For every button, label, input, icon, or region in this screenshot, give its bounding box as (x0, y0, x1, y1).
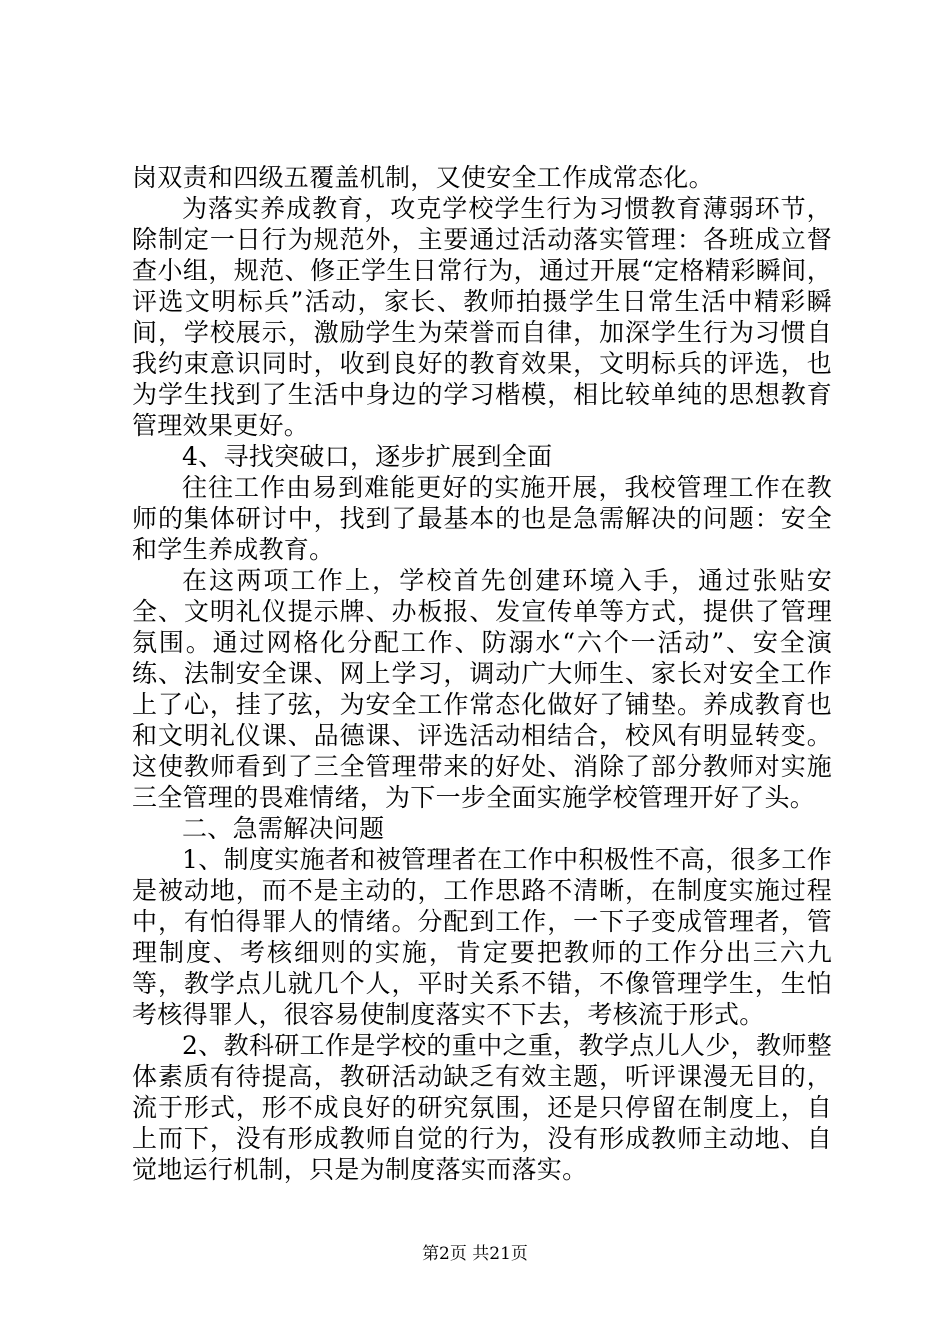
paragraph-problem-1: 1、制度实施者和被管理者在工作中积极性不高，很多工作是被动地，而不是主动的，工作思路不清晰，在制度实施过程中，有怕得罪人的情绪。分配到工作，一下子变成管理者，管理制度、考核细则的实施，肯定要把教师的工作分出三六九等，教学点儿就几个人，平时关系不错，不像管理学生，生怕考核得罪人，很容易使制度落实不下去，考核流于形式。 (132, 845, 832, 1029)
paragraph-problem-2: 2、教科研工作是学校的重中之重，教学点儿人少，教师整体素质有待提高，教研活动缺乏有效主题，听评课漫无目的，流于形式，形不成良好的研究氛围，还是只停留在制度上，自上而下，没有形成教师自觉的行为，没有形成教师主动地、自觉地运行机制，只是为制度落实而落实。 (132, 1031, 832, 1184)
page-number-footer: 第2页 共21页 (422, 1244, 528, 1264)
paragraph-habit-education: 为落实养成教育，攻克学校学生行为习惯教育薄弱环节，除制定一日行为规范外，主要通过活动落实管理：各班成立督查小组，规范、修正学生日常行为，通过开展“定格精彩瞬间，评选文明标兵”活动，家长、教师拍摄学生日常生活中精彩瞬间，学校展示，激励学生为荣誉而自律，加深学生行为习惯自我约束意识同时，收到良好的教育效果，文明标兵的评选，也为学生找到了生活中身边的学习楷模，相比较单纯的思想教育管理效果更好。 (132, 194, 832, 440)
section-heading-breakthrough: 4、寻找突破口，逐步扩展到全面 (182, 442, 553, 471)
paragraph-easy-to-hard: 往往工作由易到难能更好的实施开展，我校管理工作在教师的集体研讨中，找到了最基本的也是急需解决的问题：安全和学生养成教育。 (132, 473, 832, 564)
paragraph-two-tasks: 在这两项工作上，学校首先创建环境入手，通过张贴安全、文明礼仪提示牌、办板报、发宣传单等方式，提供了管理氛围。通过网格化分配工作、防溺水“六个一活动”、安全演练、法制安全课、网上学习，调动广大师生、家长对安全工作上了心，挂了弦，为安全工作常态化做好了铺垫。养成教育也和文明礼仪课、品德课、评选活动相结合，校风有明显转变。这使教师看到了三全管理带来的好处、消除了部分教师对实施三全管理的畏难情绪，为下一步全面实施学校管理开好了头。 (132, 566, 832, 812)
document-body (132, 162, 832, 1185)
section-heading-problems: 二、急需解决问题 (182, 814, 385, 843)
paragraph-continuation: 岗双责和四级五覆盖机制，又使安全工作成常态化。 (132, 163, 714, 192)
